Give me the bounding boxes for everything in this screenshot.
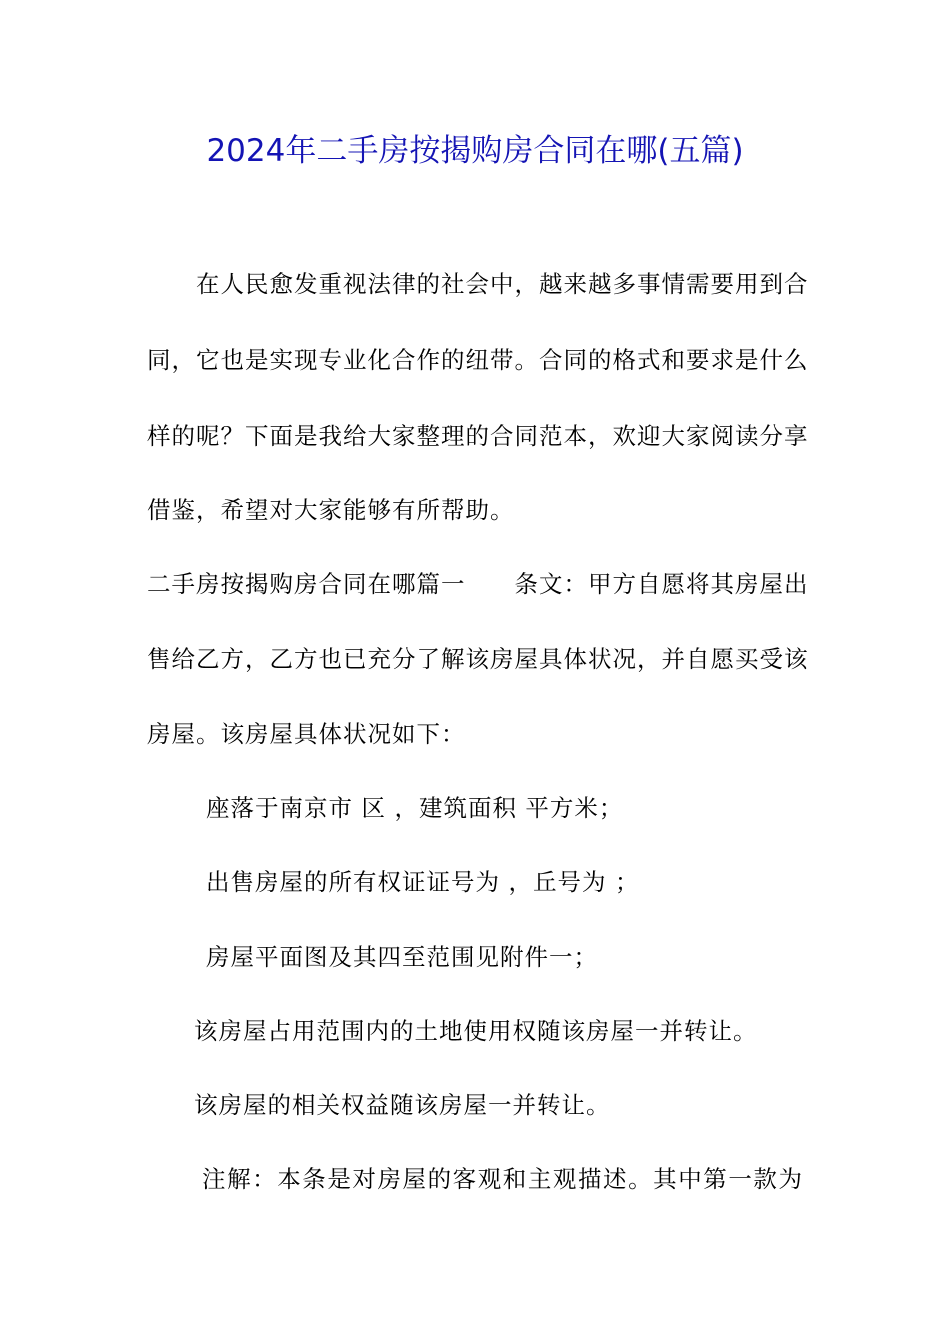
body-line-11: 该房屋占用范围内的土地使用权随该房屋一并转让。: [194, 1017, 758, 1045]
body-line-5: 二手房按揭购房合同在哪篇一 条文：甲方自愿将其房屋出: [147, 570, 809, 598]
body-line-12: 该房屋的相关权益随该房屋一并转让。: [194, 1091, 611, 1119]
body-line-3: 样的呢？下面是我给大家整理的合同范本，欢迎大家阅读分享: [147, 422, 809, 450]
body-line-10: 房屋平面图及其四至范围见附件一；: [206, 943, 598, 971]
document-title: 2024年二手房按揭购房合同在哪(五篇): [206, 133, 744, 169]
body-line-4: 借鉴，希望对大家能够有所帮助。: [147, 496, 515, 524]
body-line-2: 同，它也是实现专业化合作的纽带。合同的格式和要求是什么: [147, 346, 809, 374]
body-line-1: 在人民愈发重视法律的社会中，越来越多事情需要用到合: [147, 270, 809, 298]
body-line-6: 售给乙方，乙方也已充分了解该房屋具体状况，并自愿买受该: [147, 645, 809, 673]
body-line-9: 出售房屋的所有权证证号为 ，丘号为 ；: [206, 868, 640, 896]
body-line-13: 注解：本条是对房屋的客观和主观描述。其中第一款为: [202, 1165, 803, 1193]
body-line-8: 座落于南京市 区 ，建筑面积 平方米；: [206, 794, 624, 822]
body-line-7: 房屋。该房屋具体状况如下：: [147, 720, 466, 748]
